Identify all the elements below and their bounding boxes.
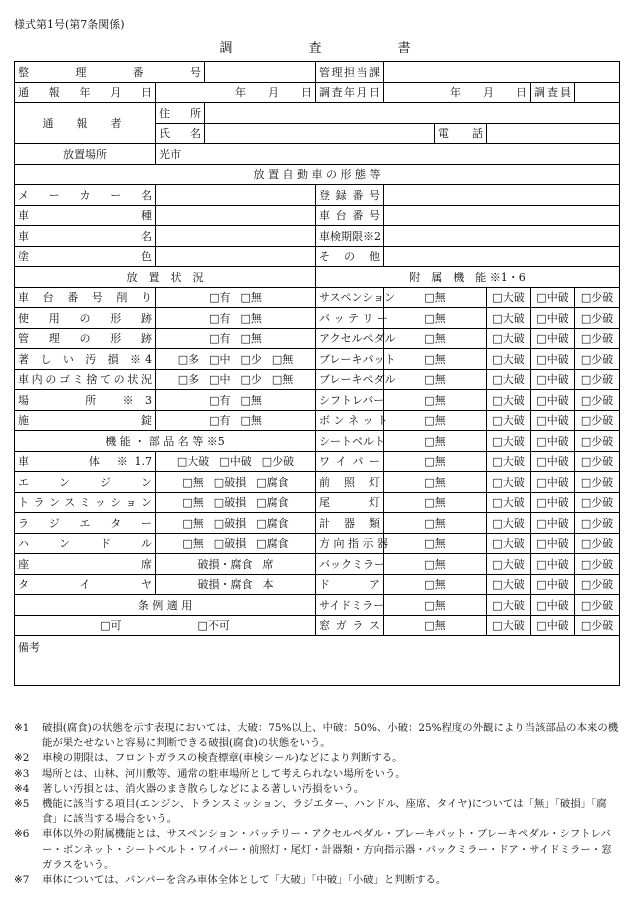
note-item [14, 767, 620, 782]
note-text: 機能に該当する項目(エンジン、トランスミッション、ラジエター、ハンドル、座席、タイヤ)については「無」「破損」「腐食」に該当する場合をいう。 [42, 798, 607, 826]
tanto-field[interactable] [384, 62, 620, 83]
parts-options-option[interactable]: □中破 [219, 455, 252, 469]
accessory-option[interactable]: □少破 [575, 390, 620, 411]
accessory-option[interactable]: □大破 [487, 328, 531, 349]
accessory-option[interactable]: □中破 [531, 533, 575, 554]
accessory-option[interactable]: □無 [384, 431, 487, 452]
status-options-option[interactable]: □無 [271, 373, 294, 387]
accessory-option[interactable]: □少破 [575, 451, 620, 472]
parts-options-option[interactable]: 破損・腐食 [197, 578, 253, 592]
vehicle-label-right: 車検期限※2 [316, 226, 384, 247]
parts-options-option[interactable]: □破損 [213, 475, 247, 489]
accessory-option[interactable]: □大破 [487, 595, 531, 616]
status-label: 施 錠 [15, 410, 156, 431]
accessory-option[interactable]: □大破 [487, 492, 531, 513]
accessory-option[interactable]: □無 [384, 533, 487, 554]
accessory-option[interactable]: □中破 [531, 554, 575, 575]
accessory-label: サスペンション [316, 287, 384, 308]
accessory-option[interactable]: □中破 [531, 390, 575, 411]
accessory-option[interactable]: □少破 [575, 595, 620, 616]
accessory-option[interactable]: □中破 [531, 308, 575, 329]
accessory-label: ド ア [316, 574, 384, 595]
accessory-option[interactable]: □無 [384, 554, 487, 575]
parts-label: 車 体 ※1.7 [15, 451, 156, 472]
title-char: 調 [219, 41, 233, 56]
accessory-option[interactable]: □少破 [575, 615, 620, 636]
accessory-option[interactable]: □無 [384, 328, 487, 349]
title-char: 書 [397, 41, 411, 56]
parts-options-option[interactable]: 席 [262, 557, 274, 571]
remarks-field[interactable]: 備考 [15, 636, 620, 686]
parts-label: ラ ジ エ タ ー [15, 513, 156, 534]
status-options-option[interactable]: □少 [240, 352, 262, 366]
note-marker: ※6 [14, 828, 30, 841]
accessory-option[interactable]: □大破 [487, 554, 531, 575]
accessory-label: バ ッ テ リ ー [316, 308, 384, 329]
parts-options [156, 554, 316, 575]
tsuho-date-label: 通報年月日 [15, 82, 156, 103]
accessory-option[interactable]: □無 [384, 574, 487, 595]
accessory-option[interactable]: □中破 [531, 349, 575, 370]
vehicle-field-left[interactable] [156, 185, 316, 206]
page-title [0, 37, 630, 56]
accessory-label: 尾 灯 [316, 492, 384, 513]
status-options-option[interactable]: □無 [271, 352, 294, 366]
accessory-option[interactable]: □中破 [531, 595, 575, 616]
accessory-option[interactable]: □中破 [531, 451, 575, 472]
accessory-option[interactable]: □無 [384, 513, 487, 534]
accessory-option[interactable]: □大破 [487, 390, 531, 411]
accessory-option[interactable]: □少破 [575, 308, 620, 329]
accessory-option[interactable]: □少破 [575, 410, 620, 431]
accessory-label: 窓 ガ ラ ス [316, 615, 384, 636]
name-field[interactable] [205, 123, 435, 144]
accessory-option[interactable]: □少破 [575, 349, 620, 370]
parts-header: 機 能 ・ 部 品 名 等 ※5 [15, 431, 316, 452]
parts-options-option[interactable]: □無 [182, 537, 204, 551]
status-options [156, 390, 316, 411]
accessory-option[interactable]: □少破 [575, 533, 620, 554]
parts-options-option[interactable]: □無 [182, 516, 204, 530]
status-options [156, 328, 316, 349]
seiri-label: 整 理 番 号 [15, 62, 205, 83]
accessory-option[interactable]: □大破 [487, 349, 531, 370]
accessory-option[interactable]: □無 [384, 492, 487, 513]
parts-options-option[interactable]: □無 [182, 496, 204, 510]
address-field[interactable] [205, 103, 620, 124]
vehicle-label-left: 車 名 [15, 226, 156, 247]
accessory-option[interactable]: □中破 [531, 472, 575, 493]
status-options-option[interactable]: □多 [177, 352, 200, 366]
parts-options [156, 513, 316, 534]
accessory-option[interactable]: □無 [384, 308, 487, 329]
chosa-date-label: 調査年月日 [316, 82, 384, 103]
accessory-label: 計 器 類 [316, 513, 384, 534]
accessory-option[interactable]: □大破 [487, 513, 531, 534]
title-char: 査 [308, 41, 322, 56]
parts-options [156, 574, 316, 595]
parts-options-option[interactable]: □大破 [176, 455, 210, 469]
accessory-option[interactable]: □中破 [531, 369, 575, 390]
accessory-option[interactable]: □少破 [575, 287, 620, 308]
place-label: 放置場所 [15, 144, 156, 165]
reporter-label: 通 報 者 [15, 103, 156, 144]
accessory-option[interactable]: □少破 [575, 574, 620, 595]
status-options-option[interactable]: □有 [209, 291, 231, 305]
status-options-option[interactable]: □有 [209, 311, 231, 325]
note-text: 破損(腐食)の状態を示す表現においては、大破：75%以上、中破：50%、小破：25%程度の外観により当該部品の本来の機能が果たせないと容易に判断できる破損(腐食)の状態をいう。 [42, 722, 619, 750]
note-marker: ※4 [14, 782, 30, 795]
vehicle-label-right: 車 台 番 号 [316, 205, 384, 226]
accessory-option[interactable]: □大破 [487, 615, 531, 636]
accessory-option[interactable]: □中破 [531, 513, 575, 534]
ordinance-ng-checkbox[interactable]: □不可 [197, 619, 230, 633]
parts-options-option[interactable]: □腐食 [256, 537, 289, 551]
parts-label: エ ン ジ ン [15, 472, 156, 493]
note-text: 車体以外の附属機能とは、サスペンション・バッテリー・アクセルペダル・ブレーキパット・ブレーキペダル・シフトレバー・ボンネット・シートベルト・ワイパー・前照灯・尾灯・計器類・方向指示器・バックミラー・ドア・サイドミラー・窓ガラスをいう。 [42, 828, 612, 871]
parts-options-option[interactable]: □腐食 [256, 496, 289, 510]
parts-options-option[interactable]: □無 [182, 475, 204, 489]
status-header: 放 置 状 況 [15, 267, 316, 288]
form-number: 様式第1号(第7条関係) [14, 18, 125, 31]
status-options-option[interactable]: □中 [209, 373, 231, 387]
note-marker: ※7 [14, 874, 30, 887]
accessory-option[interactable]: □少破 [575, 472, 620, 493]
note-marker: ※5 [14, 798, 30, 811]
vehicle-field-left[interactable] [156, 226, 316, 247]
accessory-label: サイドミラー [316, 595, 384, 616]
accessory-option[interactable]: □少破 [575, 554, 620, 575]
vehicle-field-right[interactable] [384, 226, 620, 247]
status-options-option[interactable]: □多 [177, 373, 200, 387]
status-options-option[interactable]: □中 [209, 352, 231, 366]
accessory-option[interactable]: □無 [384, 615, 487, 636]
status-options-option[interactable]: □無 [240, 291, 262, 305]
accessory-option[interactable]: □中破 [531, 328, 575, 349]
note-item [14, 797, 620, 827]
vehicle-field-right[interactable] [384, 185, 620, 206]
parts-options-option[interactable]: □腐食 [256, 516, 289, 530]
note-item [14, 721, 620, 751]
accessory-option[interactable]: □無 [384, 349, 487, 370]
parts-options [156, 492, 316, 513]
note-text: 著しい汚損とは、消火器のまき散らしなどによる著しい汚損をいう。 [42, 782, 365, 795]
status-label: 使 用 の 形 跡 [15, 308, 156, 329]
note-item [14, 827, 620, 873]
status-options-option[interactable]: □有 [209, 332, 231, 346]
parts-options-option[interactable]: □破損 [213, 537, 247, 551]
accessory-label: シフトレバー [316, 390, 384, 411]
status-options-option[interactable]: □無 [240, 393, 262, 407]
address-label: 住 所 [156, 103, 205, 124]
parts-options [156, 533, 316, 554]
accessory-option[interactable]: □少破 [575, 328, 620, 349]
status-options-option[interactable]: □少 [240, 373, 262, 387]
accessory-option[interactable]: □大破 [487, 410, 531, 431]
vehicle-field-right[interactable] [384, 246, 620, 267]
accessory-label: ブレーキペダル [316, 369, 384, 390]
accessory-option[interactable]: □無 [384, 472, 487, 493]
chosa-date-field[interactable]: 年 月 日 [384, 82, 531, 103]
name-label: 氏 名 [156, 123, 205, 144]
accessory-option[interactable]: □大破 [487, 533, 531, 554]
parts-options-option[interactable]: 本 [262, 578, 274, 592]
parts-options-option[interactable]: □少破 [261, 455, 295, 469]
accessory-label: ボ ン ネ ッ ト [316, 410, 384, 431]
status-label: 場 所 ※3 [15, 390, 156, 411]
vehicle-label-right: 登 録 番 号 [316, 185, 384, 206]
chosain-label: 調査員 [531, 82, 575, 103]
parts-options [156, 472, 316, 493]
status-options [156, 369, 316, 390]
parts-options-option[interactable]: □破損 [213, 516, 247, 530]
status-options [156, 349, 316, 370]
status-options-option[interactable]: □無 [240, 311, 262, 325]
tanto-label: 管理担当課 [316, 62, 384, 83]
accessory-option[interactable]: □中破 [531, 492, 575, 513]
accessory-option[interactable]: □大破 [487, 574, 531, 595]
survey-table [14, 61, 620, 686]
status-options-option[interactable]: □有 [209, 414, 231, 428]
parts-label: タ イ ヤ [15, 574, 156, 595]
accessory-option[interactable]: □中破 [531, 574, 575, 595]
parts-options-option[interactable]: 破損・腐食 [197, 557, 253, 571]
note-item [14, 751, 620, 766]
accessory-option[interactable]: □中破 [531, 431, 575, 452]
note-item [14, 873, 620, 888]
accessory-option[interactable]: □少破 [575, 369, 620, 390]
notes [14, 721, 620, 888]
status-label: 車 台 番 号 削 り [15, 287, 156, 308]
status-options-option[interactable]: □無 [240, 414, 262, 428]
accessory-option[interactable]: □中破 [531, 410, 575, 431]
accessory-option[interactable]: □大破 [487, 451, 531, 472]
seiri-field[interactable] [205, 62, 316, 83]
vehicle-field-left[interactable] [156, 246, 316, 267]
vehicle-field-right[interactable] [384, 205, 620, 226]
accessory-option[interactable]: □少破 [575, 431, 620, 452]
parts-label: ハ ン ド ル [15, 533, 156, 554]
note-marker: ※1 [14, 722, 30, 734]
phone-field[interactable] [487, 123, 620, 144]
accessory-label: ワ イ パ ー [316, 451, 384, 472]
accessory-option[interactable]: □無 [384, 287, 487, 308]
accessory-option[interactable]: □無 [384, 595, 487, 616]
ordinance-ok-checkbox[interactable]: □可 [100, 619, 122, 633]
status-label: 車内のゴミ捨ての状況 [15, 369, 156, 390]
accessory-option[interactable]: □少破 [575, 513, 620, 534]
parts-label: 座 席 [15, 554, 156, 575]
parts-label: トランスミッション [15, 492, 156, 513]
vehicle-label-left: 車 種 [15, 205, 156, 226]
status-options [156, 308, 316, 329]
accessory-option[interactable]: □少破 [575, 492, 620, 513]
form-section-header: 放 置 自 動 車 の 形 態 等 [15, 164, 620, 185]
accessory-option[interactable]: □大破 [487, 431, 531, 452]
note-text: 場所とは、山林、河川敷等、通常の駐車場所として考えられない場所をいう。 [42, 767, 406, 780]
accessory-option[interactable]: □大破 [487, 369, 531, 390]
status-options-option[interactable]: □有 [209, 393, 231, 407]
accessory-option[interactable]: □無 [384, 451, 487, 472]
accessory-label: ブレーキパット [316, 349, 384, 370]
vehicle-label-left: 塗 色 [15, 246, 156, 267]
vehicle-field-left[interactable] [156, 205, 316, 226]
parts-options-option[interactable]: □破損 [213, 496, 247, 510]
vehicle-label-left: メ ー カ ー 名 [15, 185, 156, 206]
accessory-label: 前 照 灯 [316, 472, 384, 493]
accessory-option[interactable]: □中破 [531, 615, 575, 636]
accessory-option[interactable]: □大破 [487, 287, 531, 308]
accessory-option[interactable]: □無 [384, 390, 487, 411]
parts-options [156, 451, 316, 472]
accessory-label: 方 向 指 示 器 [316, 533, 384, 554]
place-field[interactable]: 光市 [156, 144, 620, 165]
accessory-label: シートベルト [316, 431, 384, 452]
accessory-header: 附 属 機 能 ※1・6 [316, 267, 620, 288]
note-text: 車検の期限は、フロントガラスの検査標章(車検シール)などにより判断する。 [42, 752, 403, 765]
tsuho-date-field[interactable]: 年 月 日 [156, 82, 316, 103]
status-label: 著 し い 汚 損 ※4 [15, 349, 156, 370]
status-label: 管 理 の 形 跡 [15, 328, 156, 349]
note-marker: ※3 [14, 767, 30, 780]
accessory-option[interactable]: □無 [384, 410, 487, 431]
note-marker: ※2 [14, 752, 30, 765]
chosain-field[interactable] [575, 82, 620, 103]
phone-label: 電 話 [435, 123, 487, 144]
note-item [14, 782, 620, 797]
ordinance-options [15, 615, 316, 636]
status-options [156, 287, 316, 308]
accessory-label: アクセルペダル [316, 328, 384, 349]
accessory-label: バックミラー [316, 554, 384, 575]
status-options-option[interactable]: □無 [240, 332, 262, 346]
ordinance-header: 条 例 適 用 [15, 595, 316, 616]
accessory-option[interactable]: □無 [384, 369, 487, 390]
accessory-option[interactable]: □大破 [487, 472, 531, 493]
accessory-option[interactable]: □中破 [531, 287, 575, 308]
status-options [156, 410, 316, 431]
accessory-option[interactable]: □大破 [487, 308, 531, 329]
parts-options-option[interactable]: □腐食 [256, 475, 289, 489]
note-text: 車体については、バンパーを含み車体全体として「大破」「中破」「小破」と判断する。 [42, 874, 447, 887]
vehicle-label-right: そ の 他 [316, 246, 384, 267]
